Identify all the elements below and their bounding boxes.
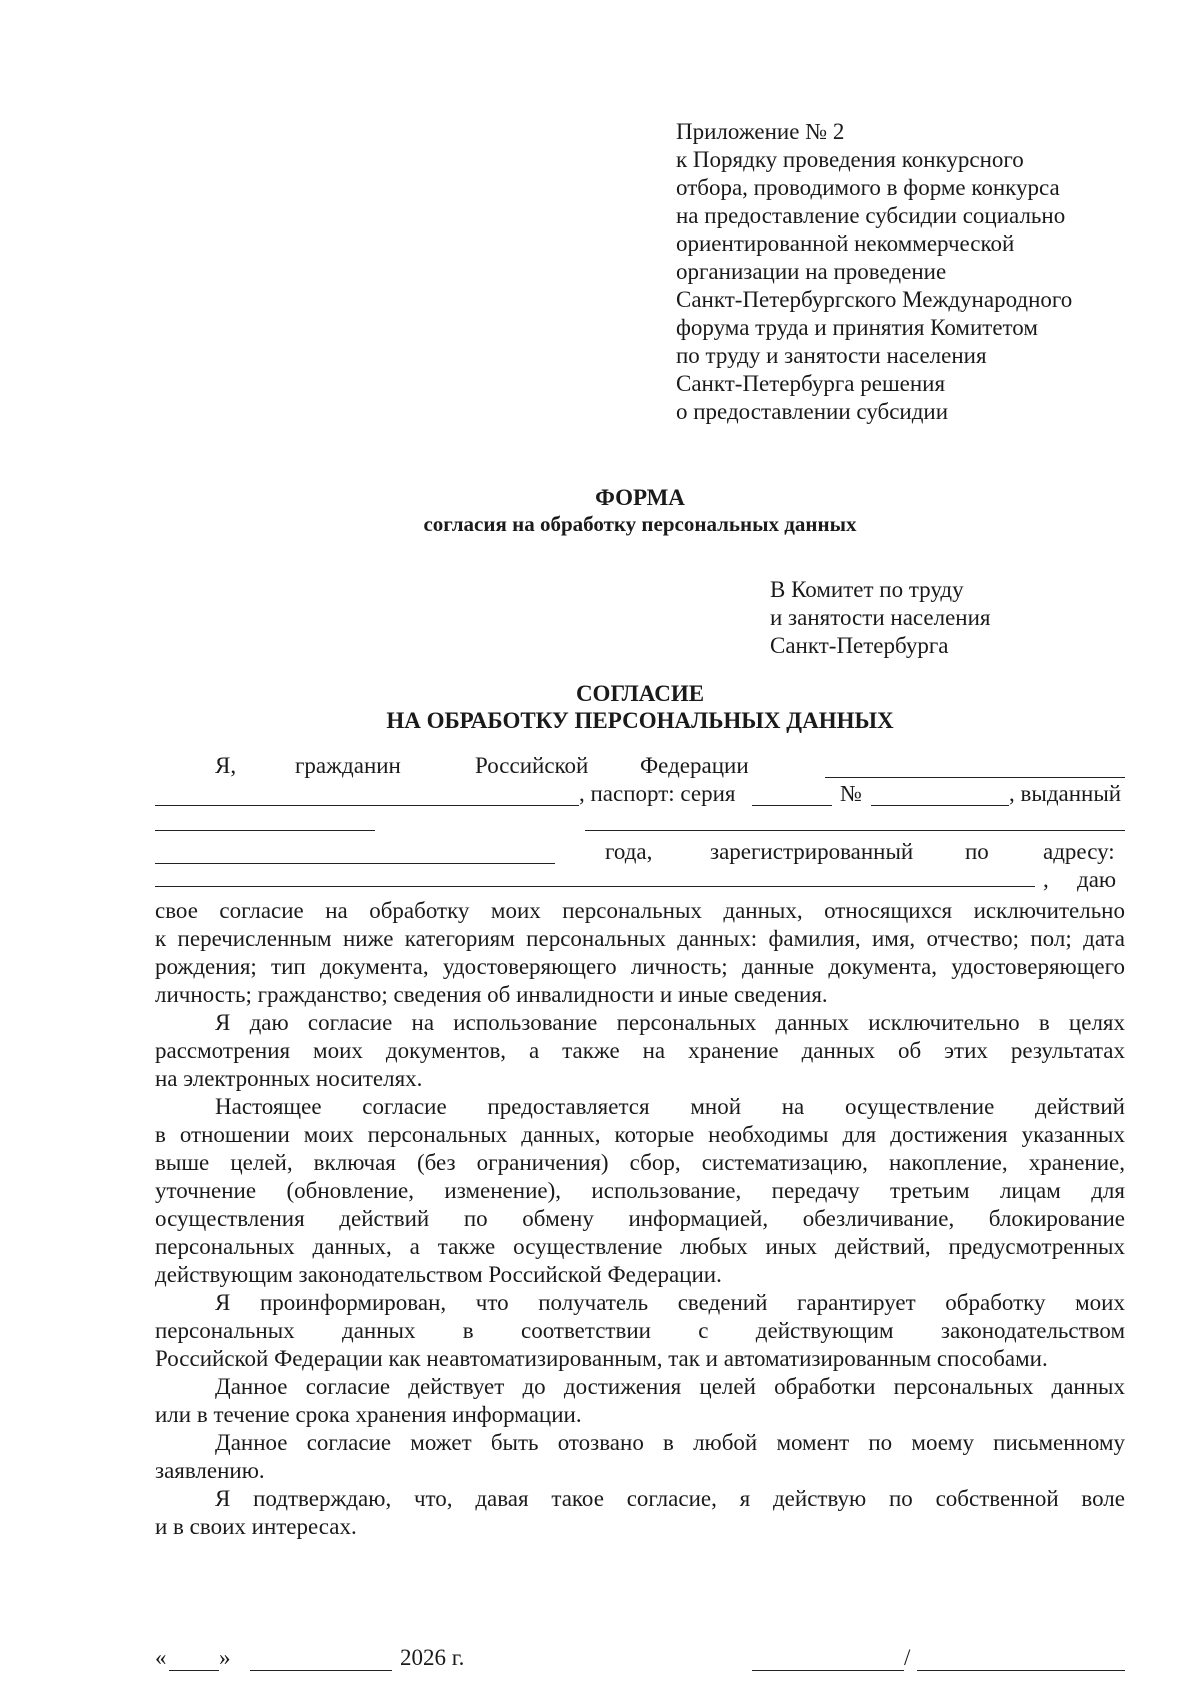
- text-address: адресу:: [1043, 839, 1115, 864]
- text-comma: ,: [1043, 867, 1049, 892]
- issued-by-field-right[interactable]: [585, 830, 1125, 831]
- paragraph-actions: [155, 1093, 1125, 1289]
- body-line: свое согласие на обработку моих персональных данных, относящихся исключительно: [155, 898, 1125, 923]
- appendix-line: форума труда и принятия Комитетом: [676, 315, 1038, 340]
- paragraph-purpose: [155, 1009, 1125, 1093]
- body-line: персональных данных, а также осуществление любых иных действий, предусмотренных: [155, 1234, 1125, 1259]
- recipient-line: и занятости населения: [770, 605, 991, 630]
- consent-body: [155, 897, 1125, 1541]
- body-line: Я даю согласие на использование персональных данных исключительно в целях: [215, 1010, 1125, 1035]
- text-i: Я,: [215, 753, 237, 778]
- body-line: Российской Федерации как неавтоматизированным, так и автоматизированным способами.: [155, 1346, 1048, 1371]
- passport-line: [155, 780, 1125, 810]
- body-line: Я проинформирован, что получатель сведений гарантирует обработку моих: [215, 1290, 1125, 1315]
- appendix-line: о предоставлении субсидии: [676, 399, 949, 424]
- body-line: и в своих интересах.: [155, 1514, 357, 1539]
- appendix-line: Приложение № 2: [676, 119, 845, 144]
- issue-date-field[interactable]: [155, 863, 555, 864]
- full-name-field-continued[interactable]: [155, 805, 579, 806]
- paragraph-confirmation: [155, 1485, 1125, 1541]
- citizen-line: [155, 752, 1125, 782]
- text-issued: , выданный: [1009, 781, 1122, 806]
- appendix-line: к Порядку проведения конкурсного: [676, 147, 1024, 172]
- passport-series-field[interactable]: [752, 805, 832, 806]
- full-name-field[interactable]: [825, 777, 1125, 778]
- quote-close: »: [219, 1645, 231, 1670]
- appendix-line: ориентированной некоммерческой: [676, 231, 1015, 256]
- text-give: даю: [1077, 867, 1117, 892]
- body-line: действующим законодательством Российской Федерации.: [155, 1262, 722, 1287]
- text-russian: Российской: [475, 753, 589, 778]
- paragraph-informed: [155, 1289, 1125, 1373]
- text-year: года,: [605, 839, 653, 864]
- text-federation: Федерации: [640, 753, 749, 778]
- body-line: персональных данных в соответствии с действующим законодательством: [155, 1318, 1125, 1343]
- consent-title: СОГЛАСИЕ: [575, 681, 705, 706]
- body-line: личность; гражданство; сведения об инвалидности и иные сведения.: [155, 982, 828, 1007]
- form-title: ФОРМА: [595, 485, 685, 510]
- registration-line: [155, 838, 1125, 868]
- slash-separator: /: [904, 1645, 911, 1670]
- text-number-sign: №: [840, 781, 862, 806]
- text-citizen: гражданин: [295, 753, 401, 778]
- text-at: по: [965, 839, 989, 864]
- appendix-line: на предоставление субсидии социально: [676, 203, 1066, 228]
- consent-subtitle: НА ОБРАБОТКУ ПЕРСОНАЛЬНЫХ ДАННЫХ: [386, 708, 894, 733]
- appendix-line: по труду и занятости населения: [676, 343, 987, 368]
- body-line: заявлению.: [155, 1458, 265, 1483]
- body-line: осуществления действий по обмену информацией, обезличивание, блокирование: [155, 1206, 1125, 1231]
- body-line: Данное согласие действует до достижения целей обработки персональных данных: [215, 1374, 1125, 1399]
- text-passport-series: , паспорт: серия: [579, 781, 736, 806]
- body-line: Настоящее согласие предоставляется мной на осуществление действий: [215, 1094, 1125, 1119]
- recipient-line: Санкт-Петербурга: [770, 633, 949, 658]
- address-field[interactable]: [155, 886, 1035, 887]
- form-subtitle: согласия на обработку персональных данных: [423, 512, 857, 536]
- body-line: рождения; тип документа, удостоверяющего личность; данные документа, удостоверяющего: [155, 954, 1125, 979]
- body-line: выше целей, включая (без ограничения) сбор, систематизацию, накопление, хранение,: [155, 1150, 1125, 1175]
- day-field[interactable]: [169, 1670, 219, 1671]
- month-field[interactable]: [250, 1670, 392, 1671]
- text-registered: зарегистрированный: [710, 839, 914, 864]
- appendix-line: Санкт-Петербургского Международного: [676, 287, 1073, 312]
- paragraph-validity: [155, 1373, 1125, 1429]
- issued-by-line: [155, 810, 1125, 840]
- body-line: Данное согласие может быть отозвано в любой момент по моему письменному: [215, 1430, 1125, 1455]
- issued-by-field[interactable]: [155, 830, 375, 831]
- appendix-block: [676, 118, 1136, 426]
- recipient-line: В Комитет по труду: [770, 577, 964, 602]
- appendix-line: организации на проведение: [676, 259, 947, 284]
- year-text: 2026 г.: [400, 1645, 465, 1670]
- body-line: на электронных носителях.: [155, 1066, 423, 1091]
- recipient-block: [770, 576, 990, 660]
- paragraph-categories: [155, 897, 1125, 1009]
- body-line: рассмотрения моих документов, а также на хранение данных об этих результатах: [155, 1038, 1125, 1063]
- body-line: к перечисленным ниже категориям персональных данных: фамилия, имя, отчество; пол; дата: [155, 926, 1125, 951]
- appendix-line: отбора, проводимого в форме конкурса: [676, 175, 1060, 200]
- body-line: Я подтверждаю, что, давая такое согласие, я действую по собственной воле: [215, 1486, 1125, 1511]
- address-line: [155, 866, 1125, 896]
- signature-field[interactable]: [752, 1670, 904, 1671]
- quote-open: «: [155, 1645, 167, 1670]
- body-line: или в течение срока хранения информации.: [155, 1402, 582, 1427]
- date-signature-line: [155, 1644, 1125, 1676]
- paragraph-revocation: [155, 1429, 1125, 1485]
- body-line: в отношении моих персональных данных, которые необходимы для достижения указанных: [155, 1122, 1125, 1147]
- body-line: уточнение (обновление, изменение), использование, передачу третьим лицам для: [155, 1178, 1125, 1203]
- appendix-line: Санкт-Петербурга решения: [676, 371, 946, 396]
- passport-number-field[interactable]: [871, 805, 1009, 806]
- signature-name-field[interactable]: [917, 1670, 1125, 1671]
